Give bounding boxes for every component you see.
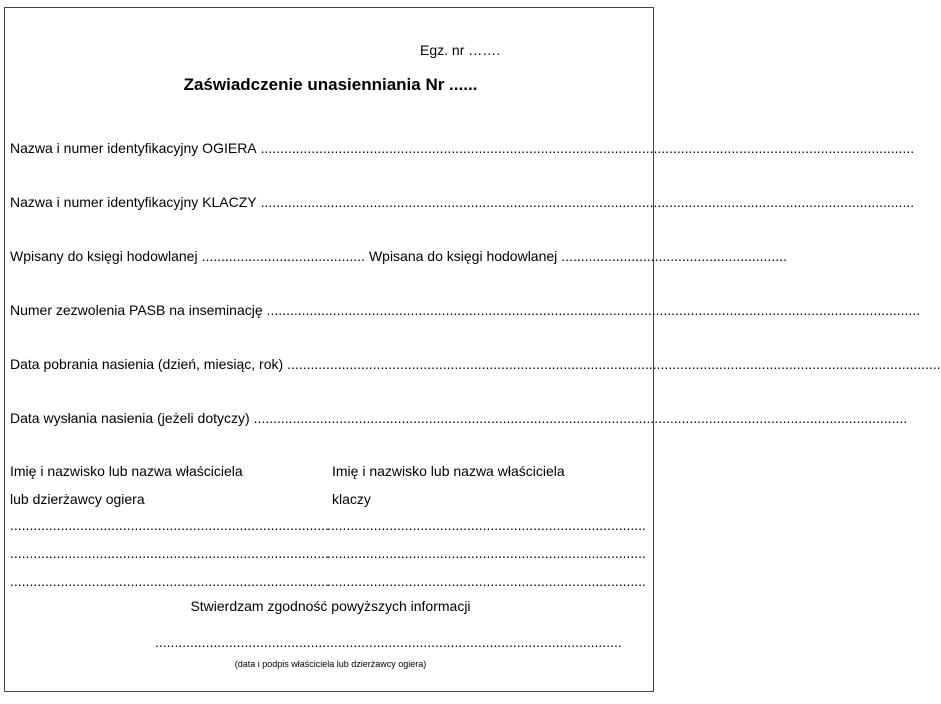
stallion-owner-line-2[interactable]: .................................................................................. (10, 545, 329, 561)
fill-in-dots: ........................................................................................................................................................................ (253, 410, 908, 426)
collection-date-field[interactable] (10, 356, 941, 372)
mare-field-label: Nazwa i numer identyfikacyjny KLACZY (10, 194, 257, 210)
mare-owner-line-1[interactable]: .................................................................................. (327, 517, 646, 533)
dispatch-date-field[interactable] (10, 410, 908, 426)
pasb-permit-label: Numer zezwolenia PASB na inseminację (10, 302, 263, 318)
stallion-stud-book-label: Wpisany do księgi hodowlanej (10, 248, 198, 264)
stallion-owner-line-1[interactable]: .................................................................................. (10, 517, 329, 533)
stallion-field-label: Nazwa i numer identyfikacyjny OGIERA (10, 140, 257, 156)
mare-owner-label-line2: klaczy (332, 491, 371, 507)
pasb-permit-field[interactable] (10, 302, 921, 318)
collection-date-label: Data pobrania nasienia (dzień, miesiąc, rok) (10, 356, 284, 372)
document-frame (4, 7, 654, 692)
copy-number: Egz. nr ……. (420, 42, 501, 58)
signature-line[interactable]: ........................................................................................................................ (155, 634, 622, 650)
mare-stud-book-label: Wpisana do księgi hodowlanej (368, 248, 558, 264)
stallion-owner-label-line1: Imię i nazwisko lub nazwa właściciela (10, 463, 243, 479)
signature-note: (data i podpis właściciela lub dzierżawcy ogiera) (234, 659, 427, 669)
fill-in-dots: ........................................................................................................................................................................ (287, 356, 941, 372)
confirmation-statement: Stwierdzam zgodność powyższych informacji (190, 598, 471, 614)
stallion-owner-label-line2: lub dzierżawcy ogiera (10, 491, 145, 507)
fill-in-dots: ........................................................................................................................................................................ (266, 302, 921, 318)
mare-owner-label-line1: Imię i nazwisko lub nazwa właściciela (332, 463, 565, 479)
mare-field[interactable] (10, 194, 915, 210)
dispatch-date-label: Data wysłania nasienia (jeżeli dotyczy) (10, 410, 250, 426)
stallion-stud-book-field[interactable]: .......................................... (201, 248, 365, 264)
mare-stud-book-field[interactable]: .......................................................... (561, 248, 787, 264)
stallion-field[interactable] (10, 140, 915, 156)
fill-in-dots: ........................................................................................................................................................................ (260, 140, 915, 156)
mare-owner-line-3[interactable]: .................................................................................. (327, 573, 646, 589)
document-title: Zaświadczenie unasienniania Nr ...... (183, 75, 478, 94)
stud-book-row (10, 248, 787, 264)
mare-owner-line-2[interactable]: .................................................................................. (327, 545, 646, 561)
stallion-owner-line-3[interactable]: .................................................................................. (10, 573, 329, 589)
fill-in-dots: ........................................................................................................................................................................ (260, 194, 915, 210)
